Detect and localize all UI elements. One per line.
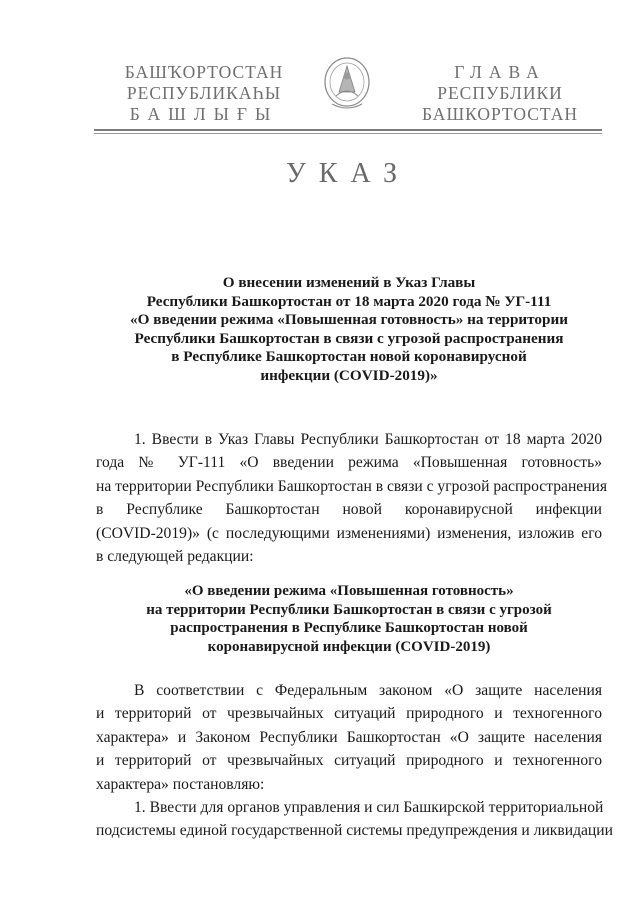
paragraph-1 (96, 428, 608, 568)
header-left-line: РЕСПУБЛИКАҺЫ (126, 83, 282, 103)
quoted-title-line: «О введении режима «Повышенная готовность» (184, 583, 514, 599)
title-line: «О введении режима «Повышенная готовность» на территории (130, 311, 568, 329)
text-line: 1. Ввести для органов управления и сил Башкирской территориальной (134, 799, 604, 817)
text-line: и территорий от чрезвычайных ситуаций природного и техногенного (96, 752, 602, 770)
header-left-line: БАШЛЫҒЫ (129, 104, 279, 124)
document-type-heading: УКАЗ (285, 158, 411, 189)
header-divider-thick (94, 129, 602, 131)
quoted-title-line: распространения в Республике Башкортостан новой (170, 620, 528, 637)
text-line: подсистемы единой государственной системы предупреждения и ликвидации (96, 822, 613, 840)
title-line: в Республике Башкортостан новой коронавирусной (171, 348, 527, 366)
text-line: на территории Республики Башкортостан в связи с угрозой распространения (96, 477, 608, 495)
text-line: характера» постановляю: (96, 775, 265, 793)
quoted-title-line: на территории Республики Башкортостан в связи с угрозой (146, 601, 552, 618)
header-divider-thin (94, 133, 602, 134)
header-left-line: БАШҠОРТОСТАН (124, 62, 284, 82)
document-title (96, 274, 602, 386)
header-right-line: ГЛАВА (454, 62, 546, 82)
paragraph-2 (96, 679, 613, 843)
header-left-block (104, 62, 304, 125)
text-line: года № УГ-111 «О введении режима «Повышенная готовность» (96, 454, 602, 472)
text-line: (COVID-2019)» (с последующими изменениями) изменения, изложив его (96, 524, 602, 542)
text-line: В соответствии с Федеральным законом «О защите населения (134, 682, 602, 699)
text-line: в Республике Башкортостан новой коронавирусной инфекции (96, 501, 602, 519)
header-right-block (400, 62, 600, 125)
text-line: в следующей редакции: (96, 548, 254, 566)
quoted-title (96, 582, 602, 656)
header-right-line: РЕСПУБЛИКИ (437, 83, 563, 103)
title-line: О внесении изменений в Указ Главы (222, 274, 476, 291)
coat-of-arms-emblem-icon (322, 56, 372, 114)
text-line: характера» и Законом Республики Башкортостан «О защите населения (96, 728, 602, 746)
title-line: Республики Башкортостан в связи с угрозой распространения (134, 329, 564, 347)
text-line: и территорий от чрезвычайных ситуаций природного и техногенного (96, 705, 602, 723)
text-line: 1. Ввести в Указ Главы Республики Башкортостан от 18 марта 2020 (134, 431, 602, 448)
title-line: инфекции (COVID-2019)» (260, 366, 438, 384)
title-line: Республики Башкортостан от 18 марта 2020 года № УГ-111 (146, 292, 552, 310)
header-right-line: БАШКОРТОСТАН (421, 104, 578, 124)
quoted-title-line: коронавирусной инфекции (COVID-2019) (207, 638, 491, 655)
